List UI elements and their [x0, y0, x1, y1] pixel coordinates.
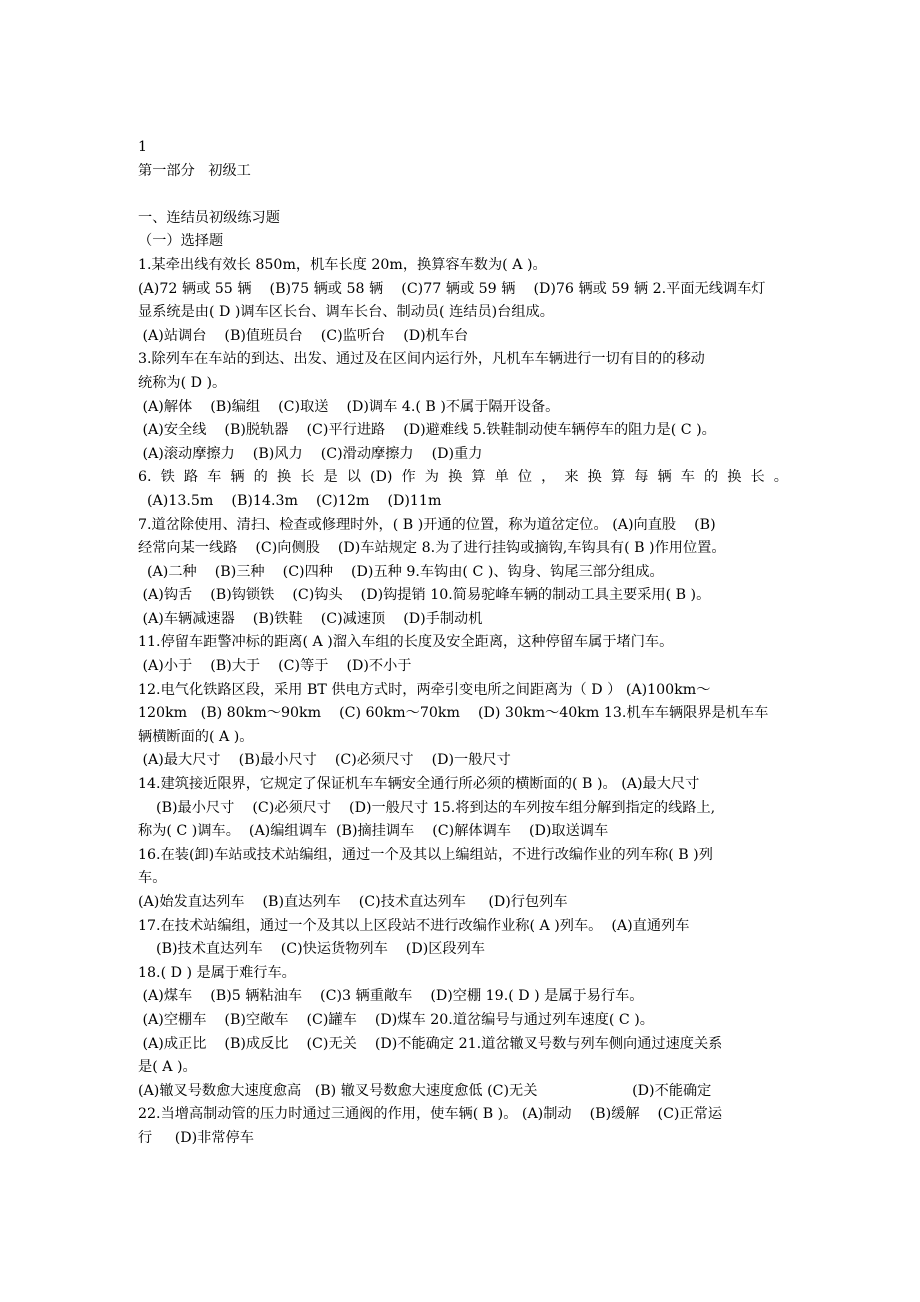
- text-line: (A)空棚车 (B)空敞车 (C)罐车 (D)煤车 20.道岔编号与通过列车速度( C )。: [138, 1011, 654, 1028]
- blank-line: [138, 183, 788, 207]
- text-line: (A)车辆减速器 (B)铁鞋 (C)减速顶 (D)手制动机: [138, 610, 483, 627]
- text-line: (B)技术直达列车 (C)快运货物列车 (D)区段列车: [138, 941, 485, 958]
- text-line: (A)小于 (B)大于 (C)等于 (D)不小于: [138, 658, 412, 675]
- text-line: 12.电气化铁路区段，采用 BT 供电方式时，两牵引变电所之间距离为（ D ） (A)100km～: [138, 681, 711, 698]
- text-line: (A)站调台 (B)值班员台 (C)监听台 (D)机车台: [138, 327, 469, 344]
- text-line: 行 (D)非常停车: [138, 1129, 254, 1146]
- section-heading: 一、连结员初级练习题: [138, 209, 280, 226]
- text-line: 统称为( D )。: [138, 374, 227, 391]
- document-page: [138, 136, 788, 1151]
- text-line: (A)钩舌 (B)钩锁铁 (C)钩头 (D)钩提销 10.简易驼峰车辆的制动工具主要采用( B )。: [138, 587, 711, 604]
- text-line: 是( A )。: [138, 1059, 197, 1076]
- text-line: (A)煤车 (B)5 辆粘油车 (C)3 辆重敞车 (D)空棚 19.( D ) 是属于易行车。: [138, 988, 644, 1005]
- page-number: 1: [138, 139, 148, 155]
- text-line: 6.铁路车辆的换长是以(D)作为换算单位，来换算每辆车的换长。: [138, 469, 788, 486]
- text-line: 22.当增高制动管的压力时通过三通阀的作用，使车辆( B )。 (A)制动 (B)缓解 (C)正常运: [138, 1106, 723, 1123]
- text-line: 7.道岔除使用、清扫、检查或修理时外，( B )开通的位置，称为道岔定位。 (A)向直股 (B): [138, 516, 716, 533]
- question-lines: [138, 254, 788, 1151]
- text-line: 经常向某一线路 (C)向侧股 (D)车站规定 8.为了进行挂钩或摘钩,车钩具有( B )作用位置。: [138, 540, 726, 557]
- text-line: 车。: [138, 870, 167, 887]
- text-line: 11.停留车距警冲标的距离( A )溜入车组的长度及安全距离，这种停留车属于堵门车。: [138, 634, 674, 651]
- text-line: (A)解体 (B)编组 (C)取送 (D)调车 4.( B )不属于隔开设备。: [138, 398, 560, 415]
- text-line: 辆横断面的( A )。: [138, 728, 254, 745]
- text-line: 17.在技术站编组，通过一个及其以上区段站不进行改编作业称( A )列车。 (A)直通列车: [138, 917, 690, 934]
- text-line: 14.建筑接近限界，它规定了保证机车车辆安全通行所必须的横断面的( B )。 (A)最大尺寸: [138, 776, 700, 793]
- text-line: 16.在装(卸)车站或技术站编组，通过一个及其以上编组站，不进行改编作业的列车称( B )列: [138, 846, 713, 863]
- text-line: 18.( D ) 是属于难行车。: [138, 964, 296, 981]
- text-line: 称为( C )调车。 (A)编组调车 (B)摘挂调车 (C)解体调车 (D)取送调车: [138, 823, 609, 840]
- text-line: (A)滚动摩擦力 (B)风力 (C)滑动摩擦力 (D)重力: [138, 445, 483, 462]
- text-line: (B)最小尺寸 (C)必须尺寸 (D)一般尺寸 15.将到达的车列按车组分解到指定的线路上,: [138, 799, 716, 816]
- text-line: (A)13.5m (B)14.3m (C)12m (D)11m: [138, 492, 442, 509]
- subsection-heading: （一）选择题: [138, 233, 224, 250]
- text-line: (A)安全线 (B)脱轨器 (C)平行进路 (D)避难线 5.铁鞋制动使车辆停车的阻力是( C )。: [138, 422, 716, 439]
- text-line: (A)最大尺寸 (B)最小尺寸 (C)必须尺寸 (D)一般尺寸: [138, 752, 511, 769]
- text-line: 120km (B) 80km～90km (C) 60km～70km (D) 30km～40km 13.机车车辆限界是机车车: [138, 705, 769, 722]
- text-line: (A)成正比 (B)成反比 (C)无关 (D)不能确定 21.道岔辙叉号数与列车侧向通过速度关系: [138, 1035, 723, 1052]
- text-line: 1.某牵出线有效长 850m，机车长度 20m，换算容车数为( A )。: [138, 256, 547, 273]
- text-line: (A)72 辆或 55 辆 (B)75 辆或 58 辆 (C)77 辆或 59 辆 (D)76 辆或 59 辆 2.平面无线调车灯: [138, 280, 766, 297]
- text-line: (A)始发直达列车 (B)直达列车 (C)技术直达列车 (D)行包列车: [138, 894, 568, 910]
- text-line: 显系统是由( D )调车区长台、调车长台、制动员( 连结员)台组成。: [138, 304, 554, 321]
- text-line: (A)辙叉号数愈大速度愈高 (B) 辙叉号数愈大速度愈低 (C)无关 (D)不能确定: [138, 1082, 712, 1099]
- part-heading: 第一部分 初级工: [138, 162, 251, 179]
- text-line: 3.除列车在车站的到达、出发、通过及在区间内运行外，凡机车车辆进行一切有目的的移动: [138, 351, 705, 368]
- text-line: (A)二种 (B)三种 (C)四种 (D)五种 9.车钩由( C )、钩身、钩尾三部分组成。: [138, 563, 664, 580]
